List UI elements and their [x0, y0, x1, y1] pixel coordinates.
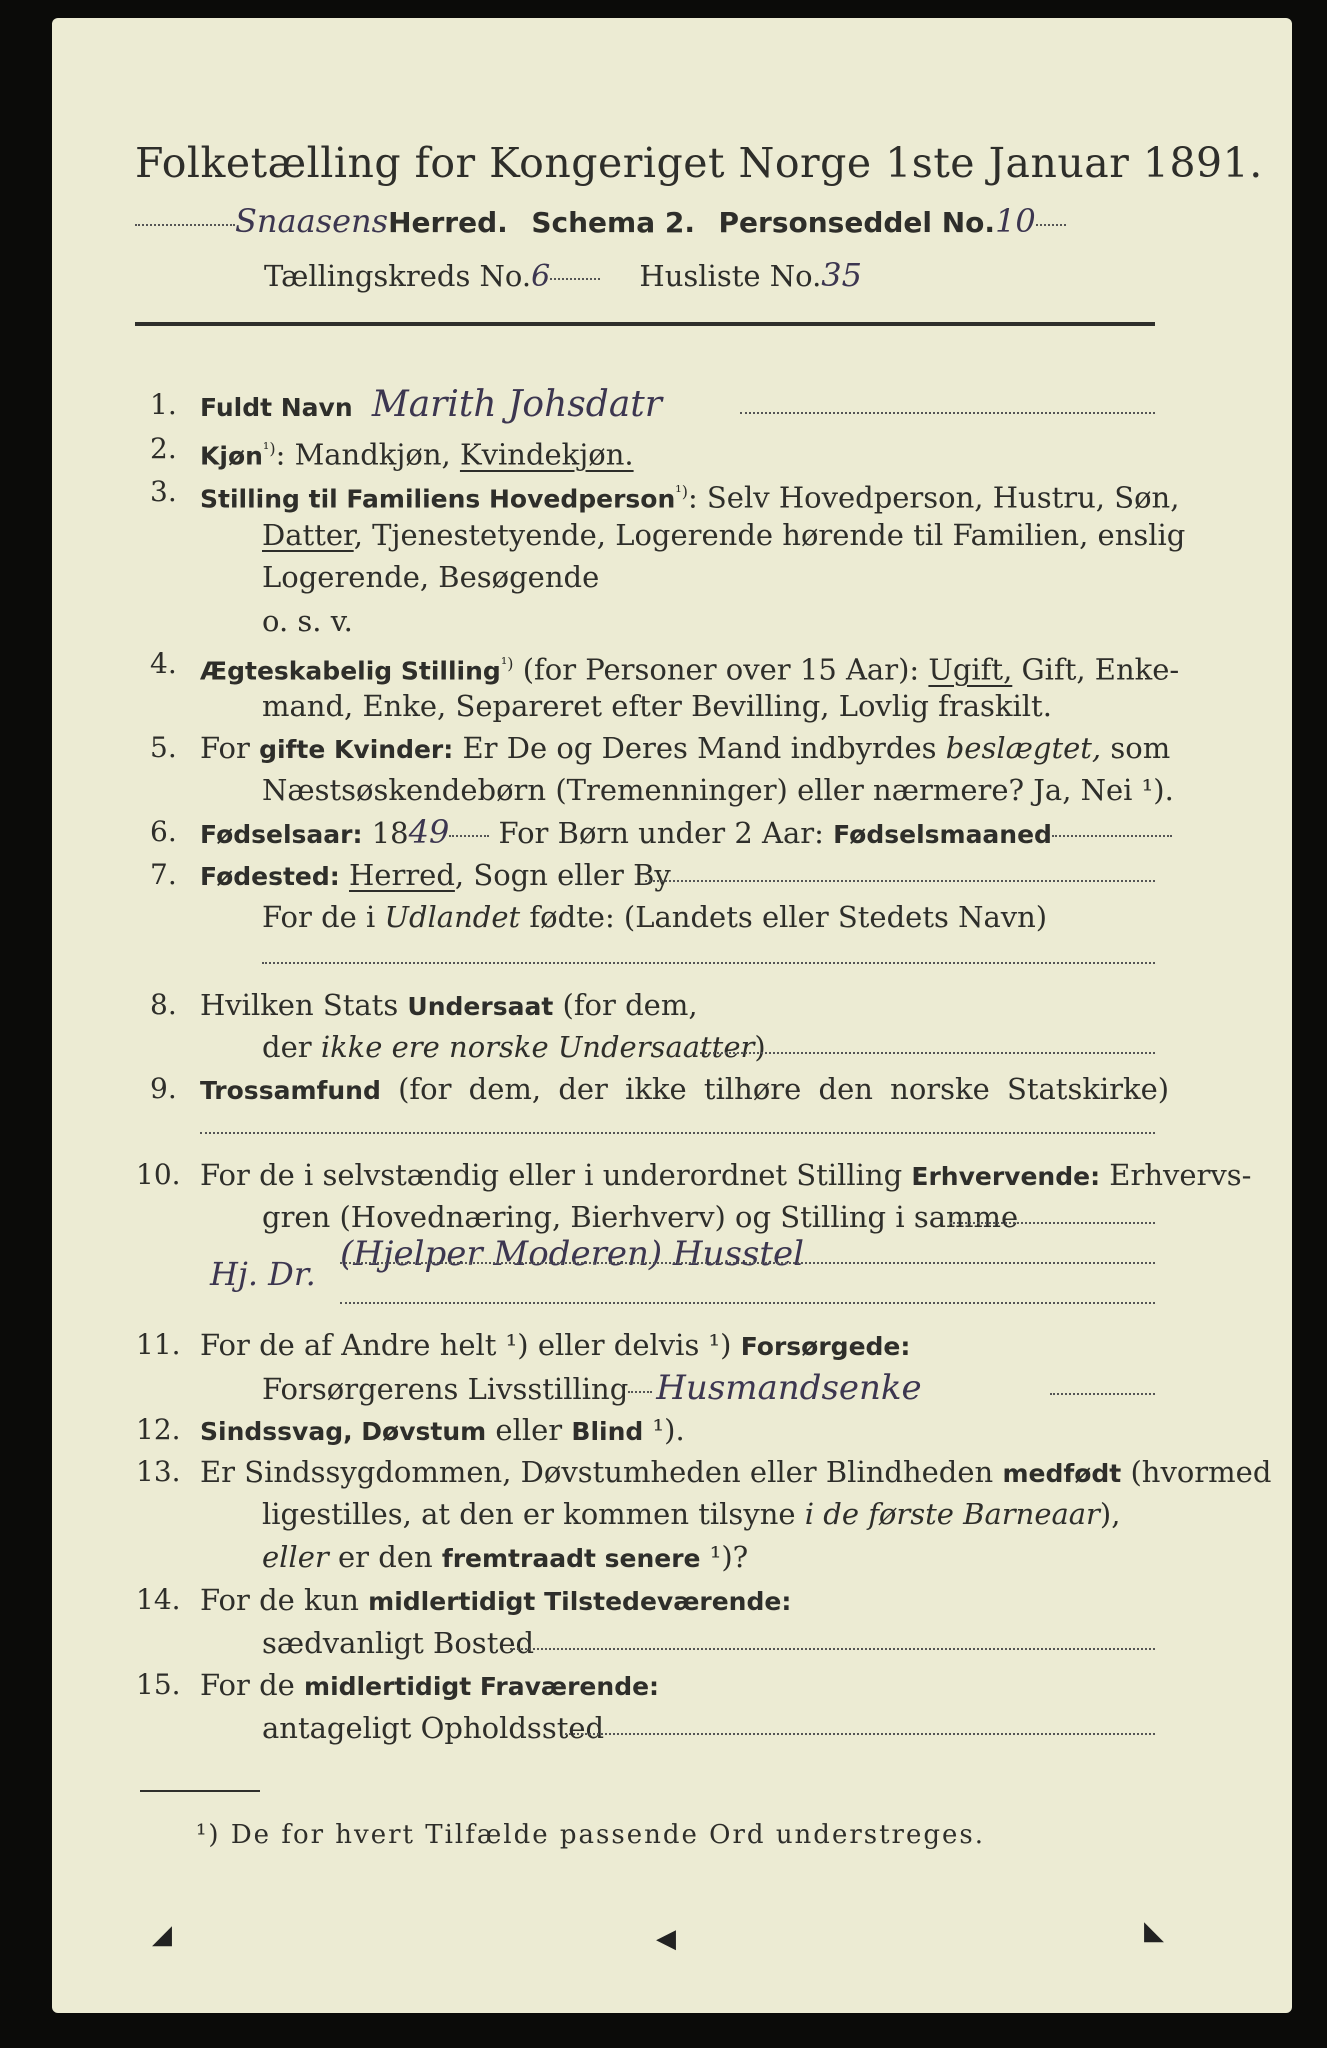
q6-prefix: 18: [362, 816, 409, 850]
q3-footnote-ref: ¹): [675, 482, 688, 501]
q14-text-a: For de kun: [200, 1583, 369, 1617]
q12-text-b: ¹).: [643, 1413, 685, 1447]
q4-label: Ægteskabelig Stilling: [200, 656, 501, 686]
q10-value: (Hjelper Moderen) Husstel: [340, 1234, 805, 1274]
item-number: 10.: [136, 1158, 181, 1191]
item-number: 11.: [136, 1328, 181, 1361]
q13-line3: [262, 1540, 748, 1576]
q8-l2-a: der: [262, 1030, 321, 1064]
q13-congenital: [200, 1455, 1271, 1491]
q7-l2-a: For de i: [262, 900, 385, 934]
q10-fill-line: [950, 1222, 1155, 1224]
q11-value: Husmandsenke: [656, 1368, 922, 1408]
q2-sex: [200, 432, 634, 474]
q2-option-female: Kvindekjøn.: [459, 437, 634, 472]
q14-label: midlertidigt Tilstedeværende:: [368, 1587, 792, 1616]
schema-label: Schema 2.: [531, 206, 695, 239]
q4-line2: mand, Enke, Separeret efter Bevilling, Lovlig fraskilt.: [262, 689, 1052, 723]
q8-fill-line: [700, 1052, 1155, 1054]
item-number: 1.: [150, 388, 177, 421]
q6-label: Fødselsaar:: [200, 820, 363, 849]
q7-text-a: , Sogn eller By: [454, 858, 671, 892]
q8-line2: der ikke ere norske Undersaatter): [262, 1030, 766, 1064]
q4-marital-status: [200, 647, 1179, 689]
q3-options-line1: : Selv Hovedperson, Hustru, Søn,: [687, 480, 1180, 515]
q14-temporary-present: [200, 1583, 791, 1619]
q2-label: Kjøn: [200, 441, 263, 471]
item-number: 14.: [136, 1583, 181, 1616]
q9-text: (for dem, der ikke tilhøre den norske Statskirke): [380, 1072, 1170, 1106]
q11-fill-line: [1050, 1393, 1155, 1395]
q7-birthplace: [200, 858, 671, 894]
q4-options-b: Gift, Enke-: [1012, 652, 1180, 687]
q5-line2: Næstsøskendebørn (Tremenninger) eller nærmere? Ja, Nei ¹).: [262, 773, 1174, 807]
q3-option-datter: Datter: [262, 518, 354, 552]
q7-fill-line-2: [262, 962, 1155, 964]
q1-full-name: [200, 384, 662, 425]
item-number: 15.: [136, 1668, 181, 1701]
q11-supported: [200, 1328, 910, 1364]
q12-disability: [200, 1413, 685, 1449]
q6-text-b: For Børn under 2 Aar:: [489, 816, 834, 850]
personseddel-value: 10: [995, 202, 1036, 240]
q15-label: midlertidigt Fraværende:: [304, 1672, 660, 1701]
center-mark: ◀: [656, 1924, 676, 1954]
q10-text-b: Erhvervs-: [1100, 1158, 1252, 1192]
q6-label-month: Fødselsmaaned: [833, 820, 1052, 849]
q6-value: 49: [408, 813, 450, 851]
item-number: 13.: [136, 1455, 181, 1488]
q11-text-a: For de af Andre helt ¹) eller delvis ¹): [200, 1328, 741, 1362]
q12-label-blind: Blind: [571, 1417, 644, 1446]
q5-text-b: Er De og Deres Mand indbyrdes: [453, 731, 946, 765]
corner-mark-right: ◣: [1144, 1916, 1164, 1946]
q13-line2: [262, 1497, 1120, 1531]
q3-options-line2: , Tjenestetyende, Logerende hørende til Familien, enslig: [353, 518, 1186, 552]
q1-value: Marith Johsdatr: [371, 384, 662, 425]
kreds-value: 6: [531, 259, 551, 294]
q15-line2: antageligt Opholdssted: [262, 1711, 605, 1745]
item-number: 8.: [150, 988, 177, 1021]
q13-l3-italic: eller: [262, 1540, 329, 1574]
item-number: 5.: [150, 731, 177, 764]
q13-l3-b: ¹)?: [700, 1540, 749, 1574]
q4-option-ugift: Ugift,: [928, 652, 1013, 687]
q14-fill-line: [510, 1648, 1155, 1650]
q5-text-a: For: [200, 731, 260, 765]
q2-footnote-ref: ¹): [262, 439, 276, 458]
q10-line2: gren (Hovednæring, Bierhverv) og Stilling i samme: [262, 1200, 1019, 1234]
q6-birth-year: [200, 815, 1172, 852]
q7-line2: [262, 900, 1047, 934]
header-divider: [135, 322, 1155, 326]
q10-value-abbrev: Hj. Dr.: [210, 1255, 316, 1293]
q10-text-a: For de i selvstændig eller i underordnet Stilling: [200, 1158, 912, 1192]
item-number: 4.: [150, 647, 177, 680]
q3-line3: Logerende, Besøgende: [262, 560, 600, 594]
q3-line2: [262, 518, 1185, 552]
q10-fill-line-2: [340, 1262, 1155, 1264]
herred-line: [135, 204, 1066, 240]
q5-text-italic: beslægtet,: [945, 731, 1102, 765]
q8-text-a: Hvilken Stats: [200, 988, 408, 1022]
q11-line2: [262, 1368, 922, 1408]
q11-label: Forsørgede:: [740, 1332, 911, 1361]
q5-married-women: [200, 731, 1170, 767]
q7-fill-line: [645, 880, 1155, 882]
q12-text-a: eller: [486, 1413, 572, 1447]
kreds-label: Tællingskreds No.: [264, 259, 532, 293]
item-number: 9.: [150, 1072, 177, 1105]
q7-label: Fødested:: [200, 862, 340, 891]
q5-label: gifte Kvinder:: [259, 735, 454, 764]
item-number: 12.: [136, 1413, 181, 1446]
q8-label: Undersaat: [407, 992, 554, 1021]
q3-label: Stilling til Familiens Hovedperson: [200, 484, 676, 514]
item-number: 6.: [150, 815, 177, 848]
q13-l2-b: ),: [1099, 1497, 1121, 1531]
q13-l2-italic: i de første Barneaar: [804, 1497, 1100, 1531]
q12-label: Sindssvag, Døvstum: [200, 1417, 487, 1446]
q9-fill-line: [200, 1132, 1155, 1134]
footnote: ¹) De for hvert Tilfælde passende Ord understreges.: [196, 1820, 986, 1850]
q13-text-a: Er Sindssygdommen, Døvstumheden eller Blindheden: [200, 1455, 1003, 1489]
q13-l3-label: fremtraadt senere: [441, 1544, 701, 1573]
q8-l2-italic: ikke ere norske Undersaatter: [320, 1030, 755, 1064]
q10-label: Erhvervende:: [911, 1162, 1101, 1191]
q5-text-c: som: [1101, 731, 1171, 765]
q3-family-position: [200, 475, 1179, 517]
herred-value: Snaasens: [235, 202, 389, 240]
q15-temporary-absent: [200, 1668, 659, 1704]
q15-fill-line: [565, 1733, 1155, 1735]
q14-line2: sædvanligt Bosted: [262, 1626, 535, 1660]
corner-mark-left: ◢: [152, 1920, 172, 1950]
q1-label: Fuldt Navn: [200, 393, 353, 422]
form-title: Folketælling for Kongeriget Norge 1ste Januar 1891.: [135, 139, 1263, 187]
q7-option-herred: Herred: [349, 858, 455, 892]
q1-fill-line: [740, 412, 1155, 414]
kreds-line: [264, 258, 862, 294]
husliste-value: 35: [821, 256, 862, 294]
q7-l2-b: fødte: (Landets eller Stedets Navn): [520, 900, 1048, 934]
q13-l2-a: ligestilles, at den er kommen tilsyne: [262, 1497, 805, 1531]
personseddel-label: Personseddel No.: [718, 206, 996, 239]
q11-l2-label: Forsørgerens Livsstilling: [262, 1372, 629, 1406]
item-number: 7.: [150, 858, 177, 891]
item-number: 2.: [150, 432, 177, 465]
q4-options-a: (for Personer over 15 Aar):: [513, 652, 929, 687]
q9-religion: [200, 1072, 1169, 1108]
q8-text-b: (for dem,: [553, 988, 698, 1022]
husliste-label: Husliste No.: [639, 259, 822, 293]
q10-fill-line-3: [340, 1302, 1155, 1304]
q4-footnote-ref: ¹): [500, 654, 514, 673]
q10-occupation: [200, 1158, 1251, 1194]
q15-text-a: For de: [200, 1668, 305, 1702]
q2-option-male: : Mandkjøn,: [275, 437, 460, 472]
q3-line4: o. s. v.: [262, 604, 353, 638]
q13-l3-a: er den: [328, 1540, 442, 1574]
q13-text-b: (hvormed: [1121, 1455, 1272, 1489]
q13-label: medfødt: [1002, 1459, 1122, 1488]
item-number: 3.: [150, 475, 177, 508]
q7-l2-italic: Udlandet: [384, 900, 521, 934]
q8-citizenship: [200, 988, 698, 1024]
q9-label: Trossamfund: [200, 1076, 381, 1105]
herred-label: Herred.: [388, 206, 508, 239]
footnote-divider: [140, 1790, 260, 1792]
